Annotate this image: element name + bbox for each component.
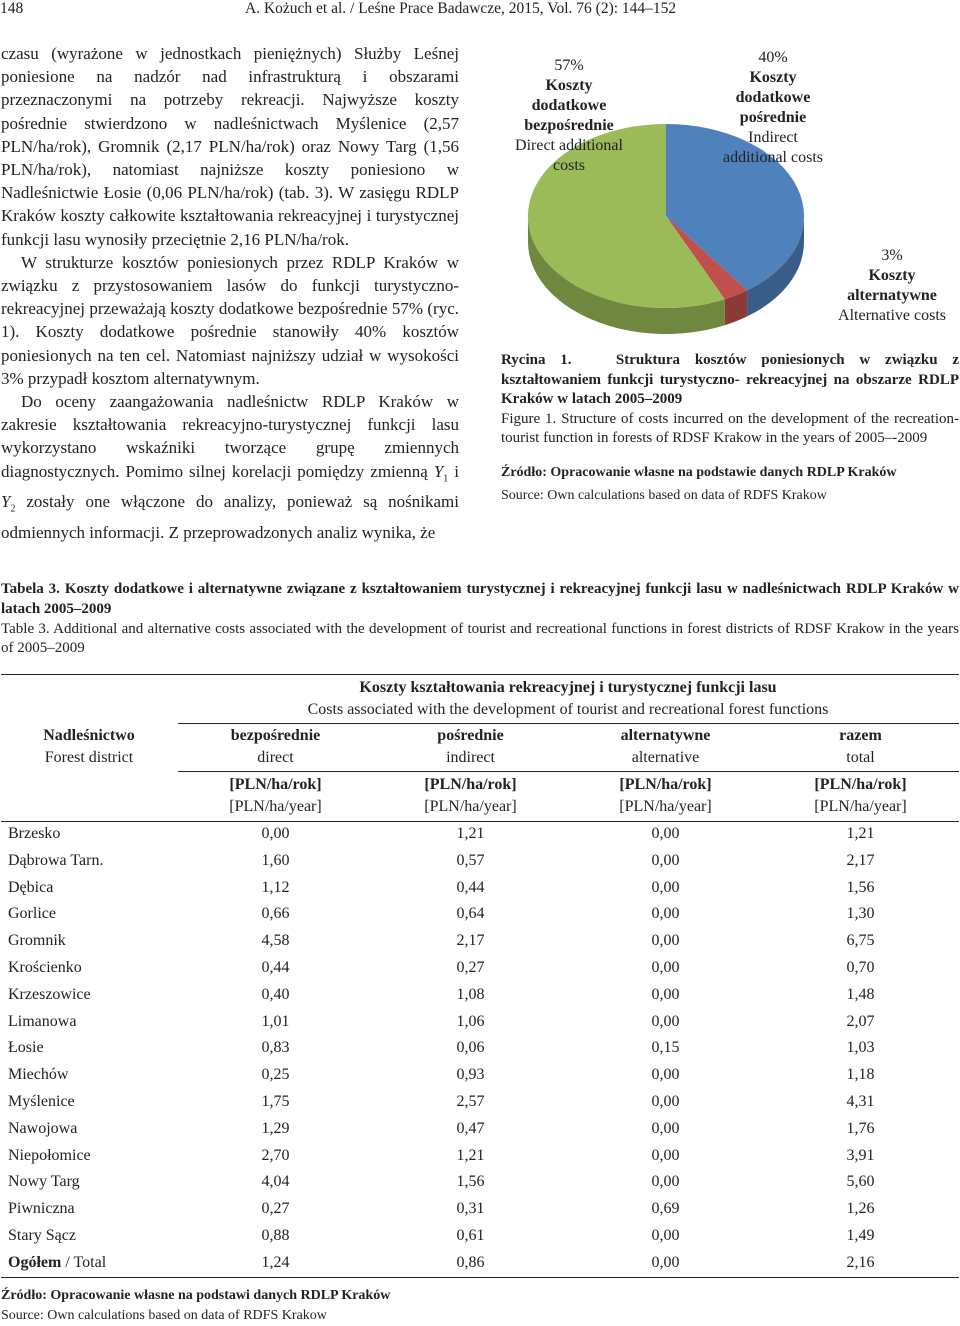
running-header — [0, 0, 960, 20]
body-text-column — [1, 42, 459, 544]
district-name: Myślenice — [8, 1093, 75, 1110]
district-name: Miechów — [8, 1066, 69, 1084]
table-cell: 1,60 — [261, 851, 290, 869]
table-cell: 0,06 — [456, 1039, 485, 1057]
table-cell: 1,56 — [456, 1173, 485, 1191]
table-cell: 1,29 — [261, 1119, 290, 1137]
body-paragraph: W strukturze kosztów poniesionych przez RDLP Kraków w związku z przystosowaniem lasów do funkcji turystyczno-rekreacyjnej przeważają koszty dodatkowe bezpośrednie 57% (ryc. 1). Koszty dodatkowe pośrednie stanowiły 40% kosztów poniesionych na ten cel. Natomiast najniższy udział w wysokości 3% przypadł kosztom alternatywnym. — [1, 252, 459, 388]
table-cell: 0,27 — [456, 959, 485, 976]
table-cell: 1,76 — [846, 1119, 875, 1137]
district-name: Limanowa — [8, 1012, 77, 1030]
table-cell: 0,00 — [651, 1253, 680, 1271]
table-cell: 0,00 — [651, 959, 680, 976]
table-cell: 1,26 — [846, 1200, 875, 1218]
group-header-rule — [178, 723, 959, 724]
column-header-pl: bezpośrednie — [230, 727, 321, 744]
table-cell: 1,75 — [261, 1093, 290, 1110]
table-cell: 0,00 — [651, 985, 680, 1003]
column-header-pl: alternatywne — [620, 727, 711, 744]
table-cell: 0,40 — [261, 985, 290, 1003]
district-name: Krzeszowice — [8, 985, 91, 1003]
group-header-en: Costs associated with the development of tourist and recreational forest functions — [307, 701, 829, 718]
unit-header-en: [PLN/ha/year] — [814, 798, 907, 815]
unit-header-pl: [PLN/ha/rok] — [424, 776, 517, 793]
table-cell: 0,83 — [261, 1039, 290, 1057]
district-name: Brzesko — [8, 825, 61, 842]
table-cell: 0,57 — [456, 851, 485, 869]
district-name: Gromnik — [8, 932, 66, 950]
table-cell: 1,01 — [261, 1012, 290, 1030]
table-cell: 0,61 — [456, 1227, 485, 1244]
table-cell: 4,58 — [261, 932, 290, 950]
district-name: Gorlice — [8, 905, 56, 923]
unit-header-en: [PLN/ha/year] — [424, 798, 517, 815]
table-cell: 0,64 — [456, 905, 485, 923]
table-cell: 0,88 — [261, 1227, 290, 1244]
district-name: Nawojowa — [8, 1119, 78, 1137]
table-cell: 0,00 — [651, 825, 680, 842]
table-top-rule — [1, 674, 959, 675]
table-caption-pl: Tabela 3. Koszty dodatkowe i alternatywne związane z kształtowaniem turystycznej i rekreacyjnej funkcji lasu w nadleśnictwach RDLP Kraków w latach 2005–2009 — [1, 581, 959, 617]
column-header-en: direct — [257, 749, 294, 766]
column-header-en: indirect — [446, 749, 495, 766]
table-cell: 0,00 — [651, 932, 680, 950]
table-cell: 0,00 — [261, 825, 290, 842]
table-cell: 1,08 — [456, 985, 485, 1003]
unit-header-pl: [PLN/ha/rok] — [814, 776, 907, 793]
unit-header-pl: [PLN/ha/rok] — [229, 776, 322, 793]
unit-header-en: [PLN/ha/year] — [229, 798, 322, 815]
table-cell: 2,07 — [846, 1012, 875, 1030]
table-caption-en: Table 3. Additional and alternative costs associated with the development of tourist and recreational functions in forest districts of RDSF Krakow in the years of 2005–2009 — [1, 620, 959, 657]
district-name: Niepołomice — [8, 1146, 91, 1164]
table-cell: 1,18 — [846, 1066, 875, 1084]
column-header-rule — [178, 771, 959, 772]
figure-caption — [501, 351, 959, 506]
table-cell: 1,49 — [846, 1227, 875, 1244]
unit-header-pl: [PLN/ha/rok] — [619, 776, 712, 793]
table-cell: 0,93 — [456, 1066, 485, 1084]
row-header-pl: Nadleśnictwo — [43, 727, 135, 744]
table-cell: 1,21 — [456, 825, 485, 842]
table-cell: 0,66 — [261, 905, 290, 923]
table-source-en: Source: Own calculations based on data of RDFS Krakow — [1, 1308, 327, 1323]
slice-label-alternative: 3% Koszty alternatywne Alternative costs — [838, 247, 946, 324]
table-cell: 0,69 — [651, 1200, 680, 1218]
table-cell: 2,17 — [846, 851, 875, 869]
figure-source-pl: Źródło: Opracowanie własne na podstawie danych RDLP Kraków — [501, 464, 897, 480]
column-header-en: total — [846, 749, 875, 766]
table-cell: 0,00 — [651, 851, 680, 869]
total-row-label: Ogółem / Total — [8, 1253, 107, 1271]
table-cell: 0,44 — [456, 878, 485, 896]
table-cell: 0,00 — [651, 1093, 680, 1110]
table-cell: 1,12 — [261, 878, 290, 896]
group-header-pl: Koszty kształtowania rekreacyjnej i turystycznej funkcji lasu — [359, 679, 777, 696]
page-number: 148 — [0, 0, 24, 17]
table-cell: 0,15 — [651, 1039, 680, 1057]
district-name: Łosie — [8, 1039, 44, 1057]
body-paragraph: Do oceny zaangażowania nadleśnictw RDLP Kraków w zakresie kształtowania rekreacyjno-turystycznej funkcji lasu wykorzystano wskaźniki tworzące grupę zmiennych diagnostycznych. Pomimo silnej korelacji pomiędzy zmienną $Y_1$ i $Y_2$ zostały one włączone do analizy, ponieważ są nośnikami odmiennych informacji. Z przeprowadzonych analiz wynika, że — [1, 392, 459, 542]
body-paragraph: czasu (wyrażone w jednostkach pieniężnych) Służby Leśnej poniesione na nadzór nad infrastrukturą i obszarami przeznaczonymi na potrzeby rekreacji. Najwyższe koszty pośrednie stwierdzono w nadleśnictwach Myślenice (2,57 PLN/ha/rok), Gromnik (2,17 PLN/ha/rok) oraz Nowy Targ (1,56 PLN/ha/rok), natomiast najniższe koszty poniesiono w Nadleśnictwie Łosie (0,06 PLN/ha/rok) (tab. 3). W zasięgu RDLP Kraków koszty całkowite kształtowania rekreacyjnej i turystycznej funkcji lasu wynosiły przeciętnie 2,16 PLN/ha/rok. — [1, 44, 459, 249]
table-cell: 1,48 — [846, 985, 875, 1003]
table-source-pl: Źródło: Opracowanie własne na podstawi danych RDLP Kraków — [1, 1288, 391, 1303]
table-cell: 0,00 — [651, 1146, 680, 1164]
district-name: Piwniczna — [8, 1200, 75, 1218]
table-cell: 0,86 — [456, 1253, 485, 1271]
district-name: Nowy Targ — [8, 1173, 80, 1191]
table-cell: 0,00 — [651, 878, 680, 896]
table-cell: 1,06 — [456, 1012, 485, 1030]
pie-chart-figure — [498, 44, 960, 364]
table-cell: 6,75 — [846, 932, 875, 950]
table-cell: 1,56 — [846, 878, 875, 896]
table-cell: 0,00 — [651, 1227, 680, 1244]
district-name: Krościenko — [8, 959, 82, 976]
district-name: Dębica — [8, 878, 54, 896]
running-head: A. Kożuch et al. / Leśne Prace Badawcze, 2015, Vol. 76 (2): 144–152 — [245, 0, 677, 17]
table-cell: 2,57 — [456, 1093, 485, 1110]
table-cell: 0,00 — [651, 1066, 680, 1084]
table-cell: 5,60 — [846, 1173, 875, 1191]
figure-source-en: Source: Own calculations based on data of RDFS Krakow — [501, 488, 827, 503]
table-cell: 0,47 — [456, 1119, 485, 1137]
unit-header-en: [PLN/ha/year] — [619, 798, 712, 815]
table-cell: 0,31 — [456, 1200, 485, 1218]
column-header-en: alternative — [631, 749, 700, 766]
column-header-pl: razem — [839, 727, 882, 744]
table-cell: 0,00 — [651, 1173, 680, 1191]
figure-caption-pl: Rycina 1. Struktura kosztów poniesionych w związku z kształtowaniem funkcji turystyczno- rekreacyjnej na obszarze RDLP Kraków w latach 2005–2009 — [501, 352, 959, 407]
district-name: Dąbrowa Tarn. — [8, 851, 104, 869]
figure-caption-en: Figure 1. Structure of costs incurred on the development of the recreation-tourist function in forests of RDSF Krakow in the years of 2005–-2009 — [501, 410, 959, 446]
table-source — [1, 1286, 390, 1326]
slice-label-indirect: 40% Koszty dodatkowe pośrednie Indirect additional costs — [723, 49, 823, 166]
table-cell: 1,03 — [846, 1039, 875, 1057]
table-cell: 2,17 — [456, 932, 485, 950]
table-cell: 0,25 — [261, 1066, 290, 1084]
row-header-en: Forest district — [44, 749, 134, 766]
table-cell: 2,70 — [261, 1146, 290, 1164]
column-header-pl: pośrednie — [437, 727, 504, 744]
table-cell: 0,00 — [651, 1012, 680, 1030]
table-cell: 1,21 — [846, 825, 875, 842]
table-bottom-rule — [1, 1277, 959, 1278]
table-cell: 3,91 — [846, 1146, 875, 1164]
table-cell: 0,70 — [846, 959, 875, 976]
table-cell: 4,04 — [261, 1173, 290, 1191]
table-caption — [1, 580, 959, 659]
table-cell: 0,00 — [651, 1119, 680, 1137]
table-cell: 1,30 — [846, 905, 875, 923]
table-cell: 0,44 — [261, 959, 290, 976]
table-cell: 0,00 — [651, 905, 680, 923]
district-name: Stary Sącz — [8, 1227, 76, 1244]
table-cell: 1,24 — [261, 1253, 290, 1271]
slice-label-direct: 57% Koszty dodatkowe bezpośrednie Direct additional costs — [515, 57, 623, 174]
table-cell: 4,31 — [846, 1093, 875, 1110]
table-cell: 1,21 — [456, 1146, 485, 1164]
table-cell: 2,16 — [846, 1253, 875, 1271]
table-cell: 0,27 — [261, 1200, 290, 1218]
